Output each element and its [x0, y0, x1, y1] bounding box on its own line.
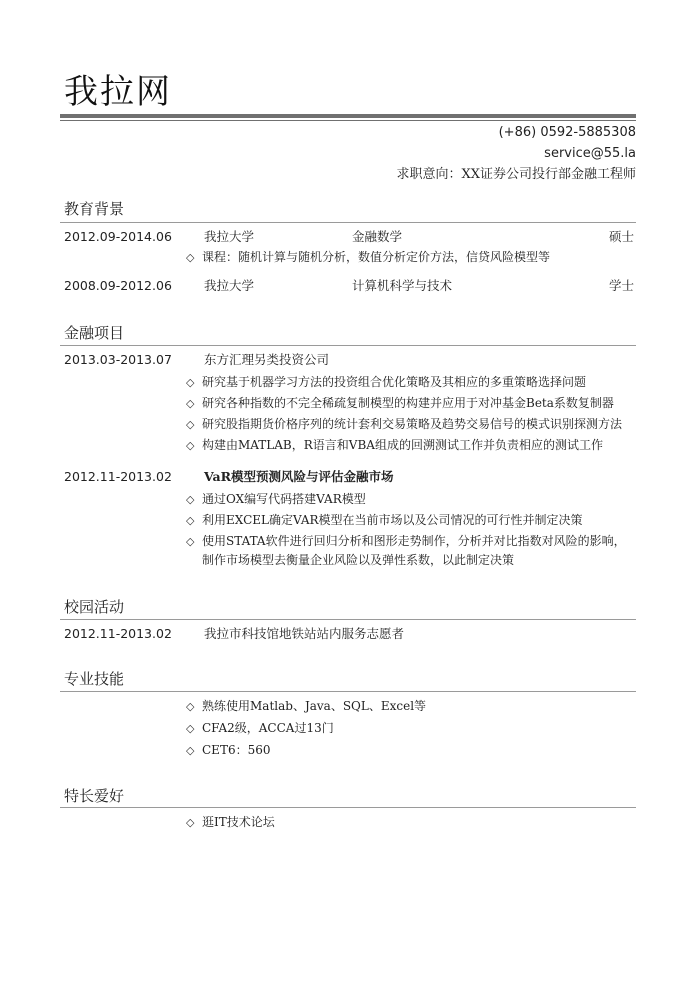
diamond-outline-icon: ◇ [186, 251, 195, 264]
section-title-education: 教育背景 [64, 200, 125, 218]
section-rule-education [60, 222, 636, 223]
diamond-outline-icon: ◇ [186, 535, 195, 548]
proj-2-date: 2012.11-2013.02 [64, 469, 172, 484]
header-rule-thick [60, 114, 636, 118]
section-title-hobbies: 特长爱好 [64, 787, 125, 805]
section-rule-hobbies [60, 807, 636, 808]
edu-1-major: 金融数学 [352, 229, 403, 244]
edu-2-degree: 学士 [608, 278, 634, 293]
candidate-name: 我拉网 [64, 72, 172, 112]
contact-phone: (+86) 0592-5885308 [498, 125, 636, 140]
diamond-outline-icon: ◇ [186, 700, 195, 713]
job-intent-label: 求职意向： [396, 167, 462, 182]
diamond-outline-icon: ◇ [186, 816, 195, 829]
proj-1-date: 2013.03-2013.07 [64, 352, 172, 367]
section-rule-campus [60, 619, 636, 620]
list-item: ◇ 构建由MATLAB，R语言和VBA组成的回溯测试工作并负责相应的测试工作 [186, 436, 603, 455]
campus-1-name: 我拉市科技馆地铁站站内服务志愿者 [204, 626, 405, 641]
job-intent [396, 165, 636, 185]
campus-1-date: 2012.11-2013.02 [64, 626, 172, 641]
list-item: ◇ 使用STATA软件进行回归分析和图形走势制作，分析并对比指数对风险的影响， [186, 532, 626, 551]
list-item: ◇ 逛IT技术论坛 [186, 813, 275, 832]
header-rule-thin [60, 120, 636, 121]
edu-1-school: 我拉大学 [204, 229, 255, 244]
diamond-outline-icon: ◇ [186, 493, 195, 506]
diamond-outline-icon: ◇ [186, 514, 195, 527]
section-rule-skills [60, 691, 636, 692]
job-intent-value: XX证券公司投行部金融工程师 [461, 167, 636, 182]
edu-1-degree: 硕士 [608, 229, 634, 244]
edu-2-major: 计算机科学与技术 [352, 278, 453, 293]
list-item: ◇ CFA2级，ACCA过13门 [186, 719, 334, 738]
contact-email: service@55.la [544, 146, 636, 161]
list-item: ◇ 利用EXCEL确定VAR模型在当前市场以及公司情况的可行性并制定决策 [186, 511, 583, 530]
diamond-outline-icon: ◇ [186, 439, 195, 452]
section-title-projects: 金融项目 [64, 324, 125, 342]
list-item: ◇ 研究基于机器学习方法的投资组合优化策略及其相应的多重策略选择问题 [186, 373, 586, 392]
list-item-continuation: 制作市场模型去衡量企业风险以及弹性系数，以此制定决策 [202, 553, 515, 567]
edu-1-date: 2012.09-2014.06 [64, 229, 172, 244]
diamond-outline-icon: ◇ [186, 744, 195, 757]
diamond-outline-icon: ◇ [186, 376, 195, 389]
section-title-skills: 专业技能 [64, 670, 125, 688]
section-title-campus: 校园活动 [64, 598, 125, 616]
list-item: ◇ 熟练使用Matlab、Java、SQL、Excel等 [186, 697, 426, 716]
edu-2-date: 2008.09-2012.06 [64, 278, 172, 293]
list-item: ◇ 研究各种指数的不完全稀疏复制模型的构建并应用于对冲基金Beta系数复制器 [186, 394, 614, 413]
edu-2-school: 我拉大学 [204, 278, 255, 293]
proj-2-name: VaR模型预测风险与评估金融市场 [204, 469, 394, 484]
section-rule-projects [60, 345, 636, 346]
list-item: ◇ CET6：560 [186, 741, 271, 760]
list-item: ◇ 研究股指期货价格序列的统计套利交易策略及趋势交易信号的模式识别探测方法 [186, 415, 622, 434]
list-item: ◇ 课程：随机计算与随机分析，数值分析定价方法，信贷风险模型等 [186, 248, 550, 267]
diamond-outline-icon: ◇ [186, 418, 195, 431]
diamond-outline-icon: ◇ [186, 397, 195, 410]
list-item: ◇ 通过OX编写代码搭建VAR模型 [186, 490, 366, 509]
proj-1-name: 东方汇理另类投资公司 [204, 352, 330, 367]
diamond-outline-icon: ◇ [186, 722, 195, 735]
